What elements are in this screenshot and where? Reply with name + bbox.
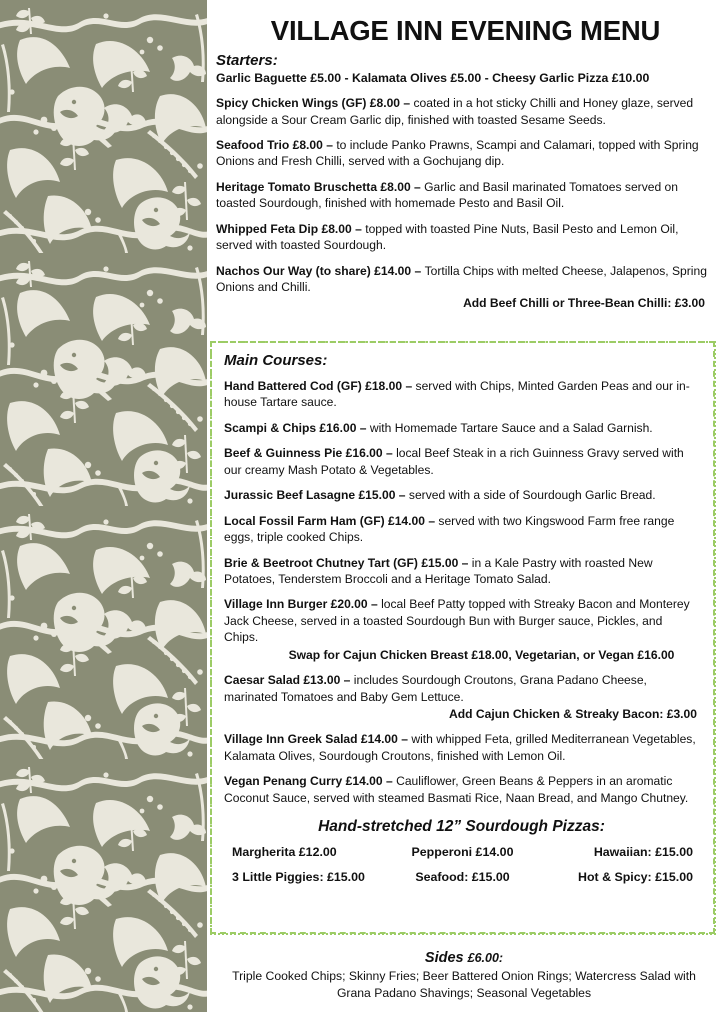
burger-swap-addon: Swap for Cajun Chicken Breast £18.00, Vegetarian, or Vegan £16.00 [288, 647, 675, 662]
item-name: Spicy Chicken Wings (GF) £8.00 – [216, 96, 414, 111]
menu-item [224, 487, 699, 503]
menu-item [224, 596, 699, 645]
item-name: Village Inn Greek Salad £14.00 – [224, 732, 412, 747]
sides-heading [216, 950, 712, 966]
starters-section [207, 52, 724, 312]
botanical-pattern-illustration [0, 0, 207, 1012]
item-name: Nachos Our Way (to share) £14.00 – [216, 263, 425, 278]
menu-item [224, 555, 699, 588]
item-name: Brie & Beetroot Chutney Tart (GF) £15.00 – [224, 555, 472, 570]
item-description: local Beef Steak in a rich Guinness Gravy served with our creamy Mash Potato & Vegetables. [224, 446, 684, 477]
pizza-margherita: Margherita £12.00 [232, 845, 337, 860]
item-description: topped with toasted Pine Nuts, Basil Pesto and Lemon Oil, served with toasted Sourdough. [216, 221, 679, 253]
item-name: Seafood Trio £8.00 – [216, 137, 337, 152]
pizza-hot-and-spicy: Hot & Spicy: £15.00 [578, 870, 694, 885]
pizza-hawaiian: Hawaiian: £15.00 [593, 845, 694, 860]
menu-content-column [207, 0, 724, 1024]
sides-list: Triple Cooked Chips; Skinny Fries; Beer Battered Onion Rings; Watercress Salad with Grana Padano Shavings; Seasonal Vegetables [232, 968, 696, 1000]
pizza-pepperoni: Pepperoni £14.00 [411, 845, 514, 860]
item-description: in a Kale Pastry with roasted New Potatoes, Tenderstem Broccoli and a Heritage Tomato Salad. [224, 555, 653, 586]
item-description: coated in a hot sticky Chilli and Honey glaze, served alongside a Sour Cream Garlic dip, finished with toasted Sesame Seeds. [216, 96, 694, 127]
starters-heading: Starters: [216, 51, 278, 69]
item-description: with whipped Feta, grilled Mediterranean Vegetables, Kalamata Olives, Sourdough Croutons, finished with Lemon Oil. [224, 732, 696, 763]
caesar-addon: Add Cajun Chicken & Streaky Bacon: £3.00 [449, 707, 697, 721]
pizza-3-little-piggies: 3 Little Piggies: £15.00 [232, 870, 365, 885]
menu-item [216, 221, 708, 254]
menu-item [224, 420, 699, 436]
menu-item [216, 137, 708, 170]
item-name: Local Fossil Farm Ham (GF) £14.00 – [224, 513, 439, 528]
menu-item [224, 378, 699, 411]
sides-label: Sides [424, 949, 464, 966]
pizza-seafood: Seafood: £15.00 [415, 870, 510, 885]
pizza-row [224, 870, 699, 884]
sides-price: £6.00: [467, 950, 504, 965]
item-description: includes Sourdough Croutons, Grana Padano Cheese, marinated Tomatoes and Baby Gem Lettuce. [224, 673, 647, 704]
sides-section [216, 950, 712, 1002]
item-description: served with a side of Sourdough Garlic Bread. [408, 488, 656, 503]
item-name: Vegan Penang Curry £14.00 – [224, 774, 397, 789]
main-courses-heading: Main Courses: [224, 352, 328, 369]
menu-item [216, 263, 708, 296]
menu-item [224, 773, 699, 806]
nachos-addon: Add Beef Chilli or Three-Bean Chilli: £3.00 [463, 296, 705, 311]
item-name: Caesar Salad £13.00 – [224, 673, 354, 688]
item-description: Garlic and Basil marinated Tomatoes served on toasted Sourdough, finished with homemade Pesto and Basil Oil. [216, 179, 679, 211]
item-description: Cauliflower, Green Beans & Peppers in an aromatic Coconut Sauce, served with steamed Basmati Rice, Naan Bread, and Mango Chutney. [224, 774, 689, 805]
item-description: served with Chips, Minted Garden Peas and our in-house Tartare sauce. [224, 379, 690, 410]
item-name: Whipped Feta Dip £8.00 – [216, 221, 366, 236]
item-name: Hand Battered Cod (GF) £18.00 – [224, 379, 416, 393]
item-description: to include Panko Prawns, Scampi and Calamari, topped with Spring Onions and Fresh Chilli, served with a Gochujang dip. [216, 137, 699, 169]
item-name: Jurassic Beef Lasagne £15.00 – [224, 488, 409, 503]
starters-quick-line: Garlic Baguette £5.00 - Kalamata Olives £5.00 - Cheesy Garlic Pizza £10.00 [216, 70, 650, 85]
pizzas-heading: Hand-stretched 12” Sourdough Pizzas: [318, 818, 605, 836]
item-name: Heritage Tomato Bruschetta £8.00 – [216, 179, 425, 194]
item-description: with Homemade Tartare Sauce and a Salad Garnish. [369, 420, 653, 435]
menu-item [216, 179, 708, 212]
item-name: Beef & Guinness Pie £16.00 – [224, 446, 397, 461]
item-description: local Beef Patty topped with Streaky Bacon and Monterey Jack Cheese, served in a toasted Sourdough Bun with Burger sauce, Pickles, and Chips. [224, 597, 690, 645]
pizza-row [224, 845, 699, 859]
menu-item [224, 445, 699, 478]
menu-item [224, 672, 699, 705]
page-title: VILLAGE INN EVENING MENU [270, 15, 661, 46]
decorative-botanical-border [0, 0, 207, 1012]
item-description: served with two Kingswood Farm free range eggs, triple cooked Chips. [224, 513, 675, 545]
menu-item [224, 513, 699, 546]
main-courses-box [210, 341, 715, 934]
menu-item [224, 731, 699, 764]
item-description: Tortilla Chips with melted Cheese, Jalapenos, Spring Onions and Chilli. [216, 263, 707, 295]
item-name: Scampi & Chips £16.00 – [224, 420, 370, 435]
menu-item [216, 95, 708, 128]
item-name: Village Inn Burger £20.00 – [224, 597, 382, 612]
